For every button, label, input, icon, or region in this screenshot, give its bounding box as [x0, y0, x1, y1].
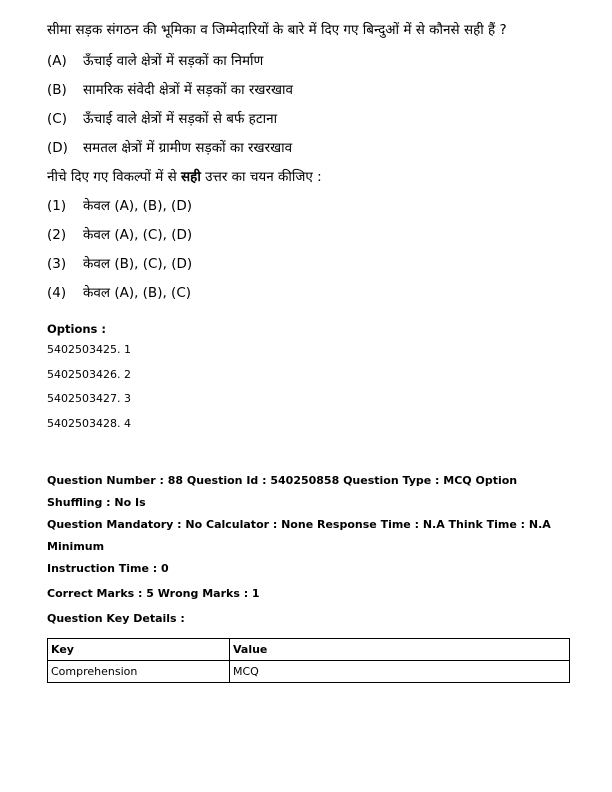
statement-text: सामरिक संवेदी क्षेत्रों में सड़कों का रखरखाव [83, 82, 294, 98]
choice-row-4 [47, 279, 572, 308]
choice-row-1 [47, 192, 572, 221]
choice-label: (1) [47, 198, 67, 214]
table-header-key: Key [48, 639, 230, 661]
statement-text: समतल क्षेत्रों में ग्रामीण सड़कों का रखरखाव [83, 140, 293, 156]
statement-text: ऊँचाई वाले क्षेत्रों में सड़कों से बर्फ हटाना [83, 111, 278, 127]
question-stem: सीमा सड़क संगठन की भूमिका व जिम्मेदारियों के बारे में दिए गए बिन्दुओं में से कौनसे सही हैं ? [47, 22, 507, 38]
statement-label: (B) [47, 82, 67, 98]
option-id-item: 5402503425. 1 [47, 343, 131, 356]
choice-row-3 [47, 250, 572, 279]
statement-label: (D) [47, 140, 68, 156]
statement-row-a [47, 47, 572, 76]
metadata-line: Instruction Time : 0 [47, 562, 169, 575]
choice-text: केवल (A), (B), (C) [83, 285, 192, 301]
choice-label: (3) [47, 256, 67, 272]
statement-label: (A) [47, 53, 67, 69]
question-key-table [47, 638, 570, 683]
option-id-item: 5402503427. 3 [47, 392, 131, 405]
table-header-value: Value [230, 639, 570, 661]
statement-label: (C) [47, 111, 67, 127]
choice-label: (4) [47, 285, 67, 301]
option-id-item: 5402503426. 2 [47, 367, 131, 381]
instruction-suffix: उत्तर का चयन कीजिए : [200, 169, 322, 185]
statement-row-b [47, 76, 572, 105]
choice-text: केवल (A), (C), (D) [83, 227, 193, 243]
table-cell-key: Comprehension [48, 661, 230, 683]
instruction-bold-word: सही [181, 169, 201, 185]
metadata-line: Question Mandatory : No Calculator : None Response Time : N.A Think Time : N.A Minimum [47, 518, 551, 553]
choice-label: (2) [47, 227, 67, 243]
table-header-row [48, 639, 570, 661]
key-details-heading: Question Key Details : [47, 612, 185, 625]
options-heading: Options : [47, 322, 106, 336]
choice-row-2 [47, 221, 572, 250]
option-id-item: 5402503428. 4 [47, 416, 131, 430]
statement-text: ऊँचाई वाले क्षेत्रों में सड़कों का निर्माण [83, 53, 264, 69]
metadata-line: Question Number : 88 Question Id : 540250858 Question Type : MCQ Option Shuffling : No Is [47, 474, 518, 509]
question-metadata [47, 470, 572, 630]
statement-row-d [47, 134, 572, 163]
choice-text: केवल (A), (B), (D) [83, 198, 192, 214]
table-row [48, 661, 570, 683]
statement-row-c [47, 105, 572, 134]
answer-instruction [47, 163, 572, 192]
table-cell-value: MCQ [230, 661, 570, 683]
marks-line: Correct Marks : 5 Wrong Marks : 1 [47, 587, 260, 600]
instruction-prefix: नीचे दिए गए विकल्पों में से [47, 169, 182, 185]
choice-text: केवल (B), (C), (D) [83, 256, 193, 272]
